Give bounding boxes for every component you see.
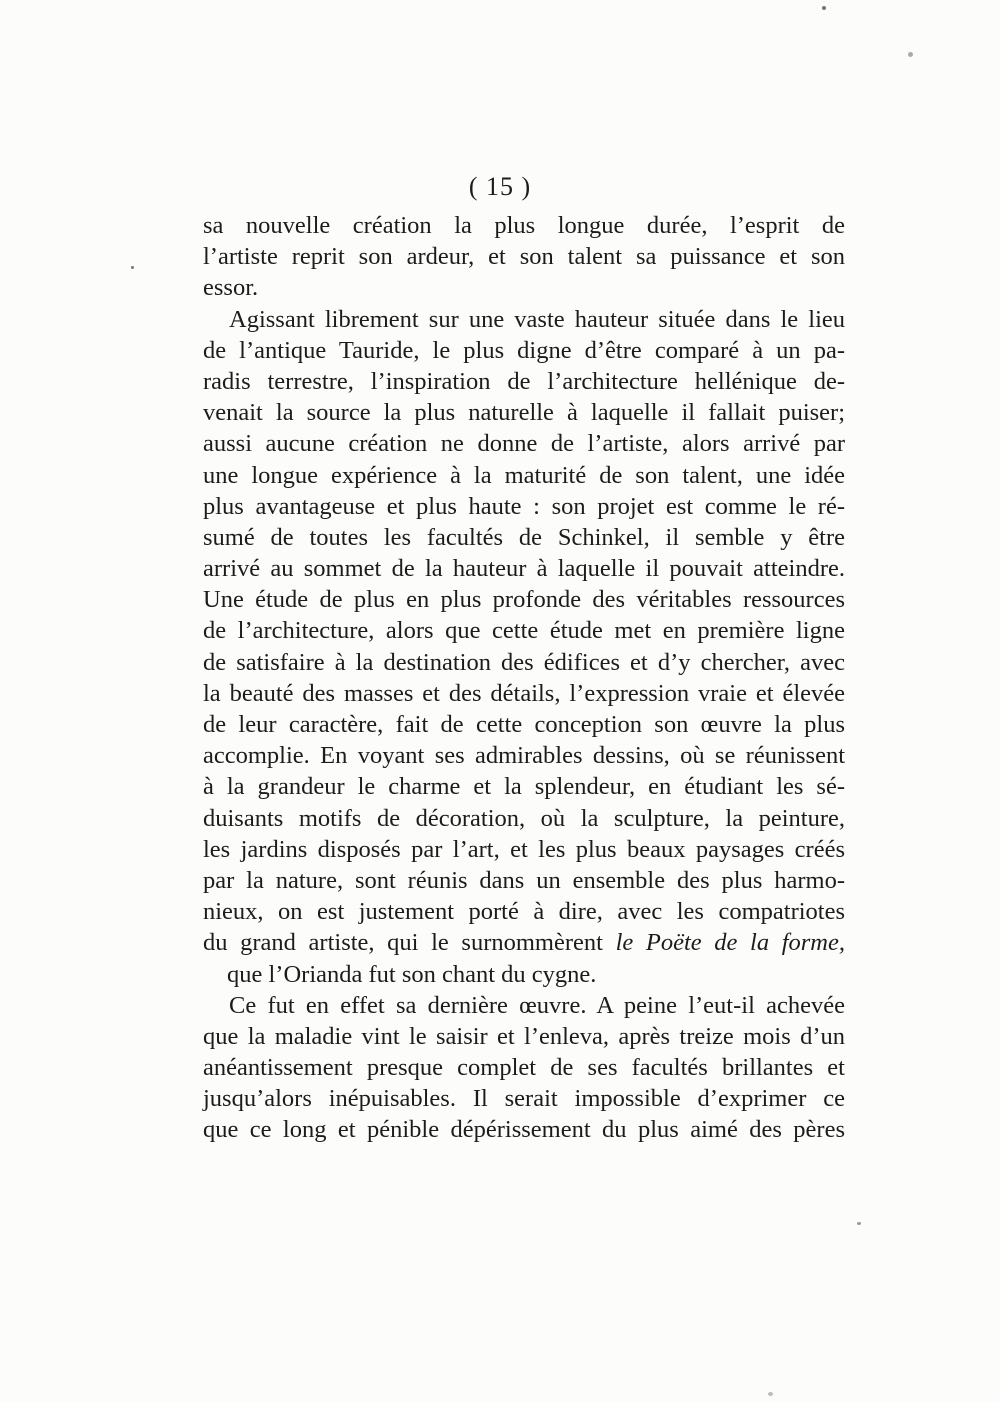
paragraph-2	[203, 304, 845, 990]
text-line: Ce fut en effet sa dernière œuvre. A peine l’eut-il achevée	[229, 991, 845, 1019]
text-line: que la maladie vint le saisir et l’enleva, après treize mois d’un	[203, 1022, 845, 1050]
text-line: Une étude de plus en plus profonde des véritables ressources	[203, 586, 845, 614]
text-run: du grand artiste, qui le surnommèrent	[203, 929, 616, 957]
text-line: sumé de toutes les facultés de Schinkel, il semble y être	[203, 523, 845, 551]
text-line: de l’antique Tauride, le plus digne d’être comparé à un pa-	[203, 336, 845, 364]
scan-speck	[857, 1222, 861, 1225]
text-line: arrivé au sommet de la hauteur à laquelle il pouvait atteindre.	[203, 555, 845, 583]
text-line: aussi aucune création ne donne de l’artiste, alors arrivé par	[203, 430, 845, 458]
scan-speck	[768, 1392, 773, 1396]
page-number: ( 15 )	[468, 172, 532, 201]
text-line: la beauté des masses et des détails, l’expression vraie et élevée	[203, 679, 845, 707]
text-line: sa nouvelle création la plus longue durée, l’esprit de	[203, 212, 845, 239]
text-line: que ce long et pénible dépérissement du plus aimé des pères	[203, 1116, 845, 1144]
text-line: radis terrestre, l’inspiration de l’architecture hellénique de-	[203, 367, 845, 395]
text-line: à la grandeur le charme et la splendeur, en étudiant les sé-	[203, 773, 845, 801]
text-line: anéantissement presque complet de ses facultés brillantes et	[203, 1054, 845, 1082]
paragraph-3	[203, 990, 845, 1146]
text-line: plus avantageuse et plus haute : son projet est comme le ré-	[203, 492, 845, 520]
paragraph-1	[203, 210, 845, 304]
text-line-with-italic	[203, 927, 845, 958]
body-text	[203, 210, 845, 1146]
text-line: une longue expérience à la maturité de son talent, une idée	[203, 461, 845, 489]
text-line: accomplie. En voyant ses admirables dessins, où se réunissent	[203, 742, 845, 770]
italic-phrase: le Poëte de la forme,	[615, 929, 845, 957]
text-line: duisants motifs de décoration, où la sculpture, la peinture,	[203, 804, 845, 832]
text-line: les jardins disposés par l’art, et les plus beaux paysages créés	[203, 835, 845, 863]
text-line: essor.	[203, 274, 259, 302]
text-line: Agissant librement sur une vaste hauteur située dans le lieu	[229, 305, 845, 333]
text-line: jusqu’alors inépuisables. Il serait impossible d’exprimer ce	[203, 1085, 845, 1113]
text-line: venait la source la plus naturelle à laquelle il fallait puiser;	[203, 399, 845, 427]
text-line: que l’Orianda fut son chant du cygne.	[227, 960, 597, 988]
text-line: nieux, on est justement porté à dire, avec les compatriotes	[203, 898, 845, 926]
text-line: de leur caractère, fait de cette conception son œuvre la plus	[203, 711, 845, 738]
text-line: de l’architecture, alors que cette étude met en première ligne	[203, 617, 845, 645]
text-line: par la nature, sont réunis dans un ensemble des plus harmo-	[203, 866, 845, 894]
scan-speck	[908, 52, 913, 57]
scan-speck	[822, 6, 826, 10]
text-line: l’artiste reprit son ardeur, et son talent sa puissance et son	[203, 243, 845, 271]
scan-speck	[131, 266, 134, 269]
text-line: de satisfaire à la destination des édifices et d’y chercher, avec	[203, 648, 845, 676]
